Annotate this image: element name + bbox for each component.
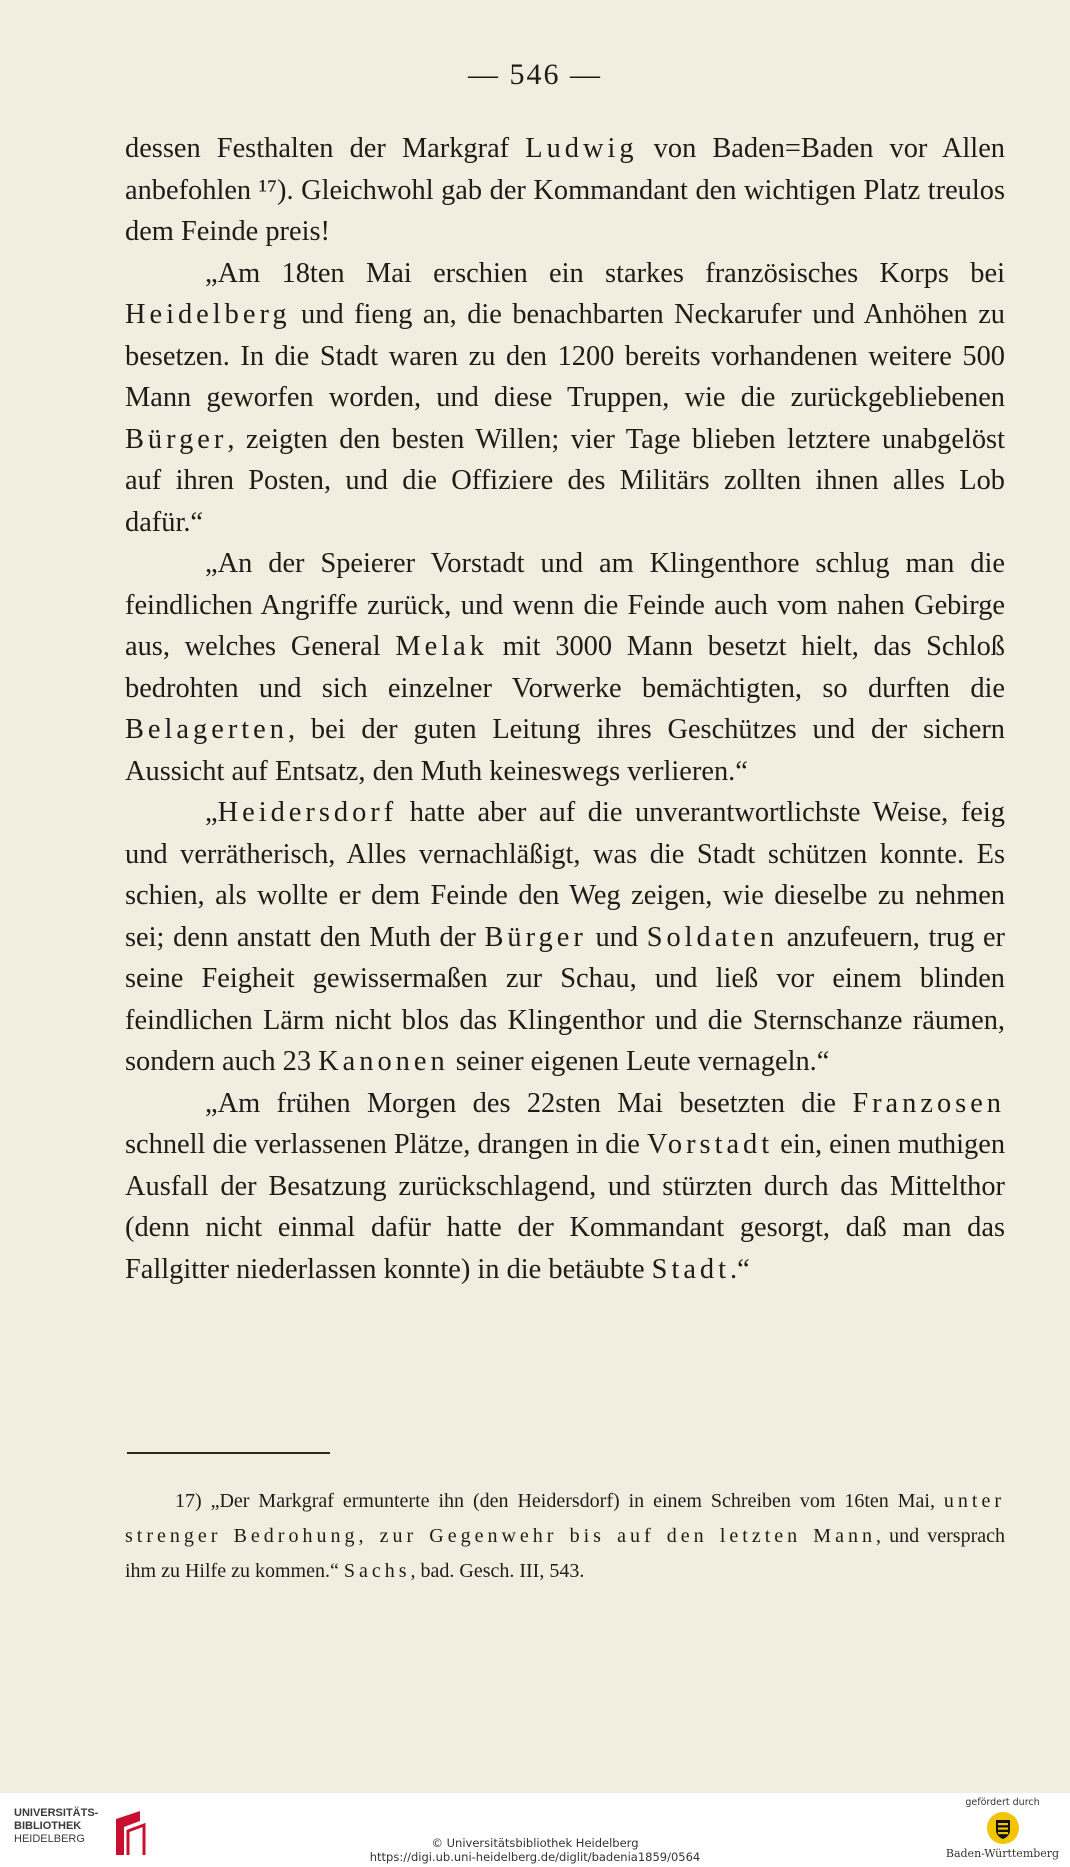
spaced-emphasis: Bürger — [484, 921, 587, 953]
text-run: und fieng an, die benachbarten Neckarufer und Anhöhen zu besetzen. In die Stadt waren zu den 1200 bereits vorhandenen weitere 500 Mann geworfen worden, und diese Truppen, wie die zurückgebliebenen — [125, 299, 1005, 413]
text-run: , bei der guten Leitung ihres Geschützes und der sichern Aussicht auf Entsatz, den Muth keineswegs verlieren.“ — [125, 714, 1005, 787]
page-number: — 546 — — [468, 58, 602, 91]
footnote-rule — [127, 1452, 330, 1454]
text-run: dessen Festhalten der Markgraf — [125, 133, 526, 164]
text-run: seiner eigenen Leute vernageln.“ — [448, 1046, 830, 1077]
library-logo[interactable] — [14, 1807, 154, 1859]
spaced-emphasis: Vorstadt — [647, 1129, 774, 1160]
spaced-emphasis: Bürger — [125, 423, 228, 455]
library-mark-icon — [110, 1809, 150, 1859]
paragraph — [125, 128, 1005, 253]
text-run: hatte aber auf die unverantwortlichste Weise, feig und verrätherisch, Alles vernachläßigt, was die Stadt schützen konnte. Es schien, als wollte er dem Feinde den Weg zeigen, wie dieselbe zu nehmen sei; denn anstatt den Muth der — [125, 797, 1005, 953]
body-text — [125, 128, 1005, 1290]
spaced-emphasis: Sachs — [343, 1560, 411, 1582]
spaced-emphasis: Kanonen — [318, 1046, 449, 1077]
copyright-notice — [300, 1836, 770, 1864]
spaced-emphasis: unter strenger Bedrohung, zur Gegenwehr bis auf den letzten Mann — [125, 1490, 1005, 1547]
spaced-emphasis: Franzosen — [852, 1087, 1005, 1119]
library-name-line: UNIVERSITÄTS- — [14, 1807, 99, 1819]
spaced-emphasis: Soldaten — [646, 921, 779, 953]
library-name-line: HEIDELBERG — [14, 1833, 85, 1845]
text-run: , und versprach ihm zu Hilfe zu kommen.“ — [125, 1525, 1005, 1582]
spaced-emphasis: Heidelberg — [125, 299, 291, 330]
library-name — [14, 1807, 98, 1846]
spaced-emphasis: Ludwig — [525, 133, 638, 164]
baden-wuerttemberg-coat-icon — [986, 1811, 1020, 1845]
text-run: anzufeuern, trug er seine Feigheit gewissermaßen zur Schau, und ließ vor einem blinden feindlichen Lärm nicht blos das Klingenthor und die Sternschanze räumen, sondern auch 23 — [125, 921, 1006, 1077]
text-run: mit 3000 Mann besetzt hielt, das Schloß bedrohten und sich einzelner Vorwerke bemächtigten, so durften die — [125, 631, 1005, 704]
spaced-emphasis: Heidersdorf — [217, 797, 398, 828]
text-run: „ — [205, 797, 218, 828]
paragraph — [125, 792, 1005, 1083]
paragraph — [125, 543, 1005, 792]
text-run: „Am 18ten Mai erschien ein starkes französisches Korps bei — [205, 257, 1005, 289]
paragraph — [125, 1083, 1005, 1291]
text-run: .“ — [730, 1253, 750, 1285]
text-run: „Am frühen Morgen des 22sten Mai besetzten die — [205, 1087, 853, 1119]
text-run: schnell die verlassenen Plätze, drangen in die — [125, 1129, 648, 1160]
funded-by-label: gefördert durch — [965, 1797, 1040, 1808]
spaced-emphasis: Belagerten — [125, 714, 288, 745]
funder-logo[interactable] — [940, 1797, 1065, 1860]
text-run: 17) „Der Markgraf ermunterte ihn (den Heidersdorf) in einem Schreiben vom 16ten Mai, — [175, 1490, 944, 1512]
text-run: , zeigten den besten Willen; vier Tage blieben letztere unabgelöst auf ihren Posten, und die Offiziere des Militärs zollten ihnen alles Lob dafür.“ — [125, 423, 1005, 538]
copyright-text: © Universitätsbibliothek Heidelberg — [431, 1836, 639, 1850]
spaced-emphasis: Stadt — [651, 1253, 731, 1285]
text-run: „An der Speierer Vorstadt und am Klingenthore schlug man die feindlichen Angriffe zurück, und wenn die Feinde auch vom nahen Gebirge aus, welches General — [125, 548, 1005, 662]
paragraph — [125, 253, 1005, 544]
funder-name: Baden-Württemberg — [945, 1847, 1060, 1860]
text-run: , bad. Gesch. III, 543. — [410, 1560, 585, 1582]
spaced-emphasis: Melak — [395, 631, 488, 662]
text-run: ein, einen muthigen Ausfall der Besatzung zurückschlagend, und stürzten durch das Mittelthor (denn nicht einmal dafür hatte der Kommandant gesorgt, daß man das Fallgitter niederlassen konnte) in die betäubte — [125, 1129, 1006, 1285]
text-run: von Baden=Baden vor Allen anbefohlen ¹⁷). Gleichwohl gab der Kommandant den wichtigen Platz treulos dem Feinde preis! — [125, 133, 1005, 247]
footnote — [125, 1484, 1005, 1589]
permalink[interactable]: https://digi.ub.uni-heidelberg.de/diglit/badenia1859/0564 — [369, 1850, 701, 1864]
viewer-footer — [0, 1793, 1070, 1867]
text-run: und — [586, 921, 647, 953]
library-name-line: BIBLIOTHEK — [14, 1820, 82, 1832]
